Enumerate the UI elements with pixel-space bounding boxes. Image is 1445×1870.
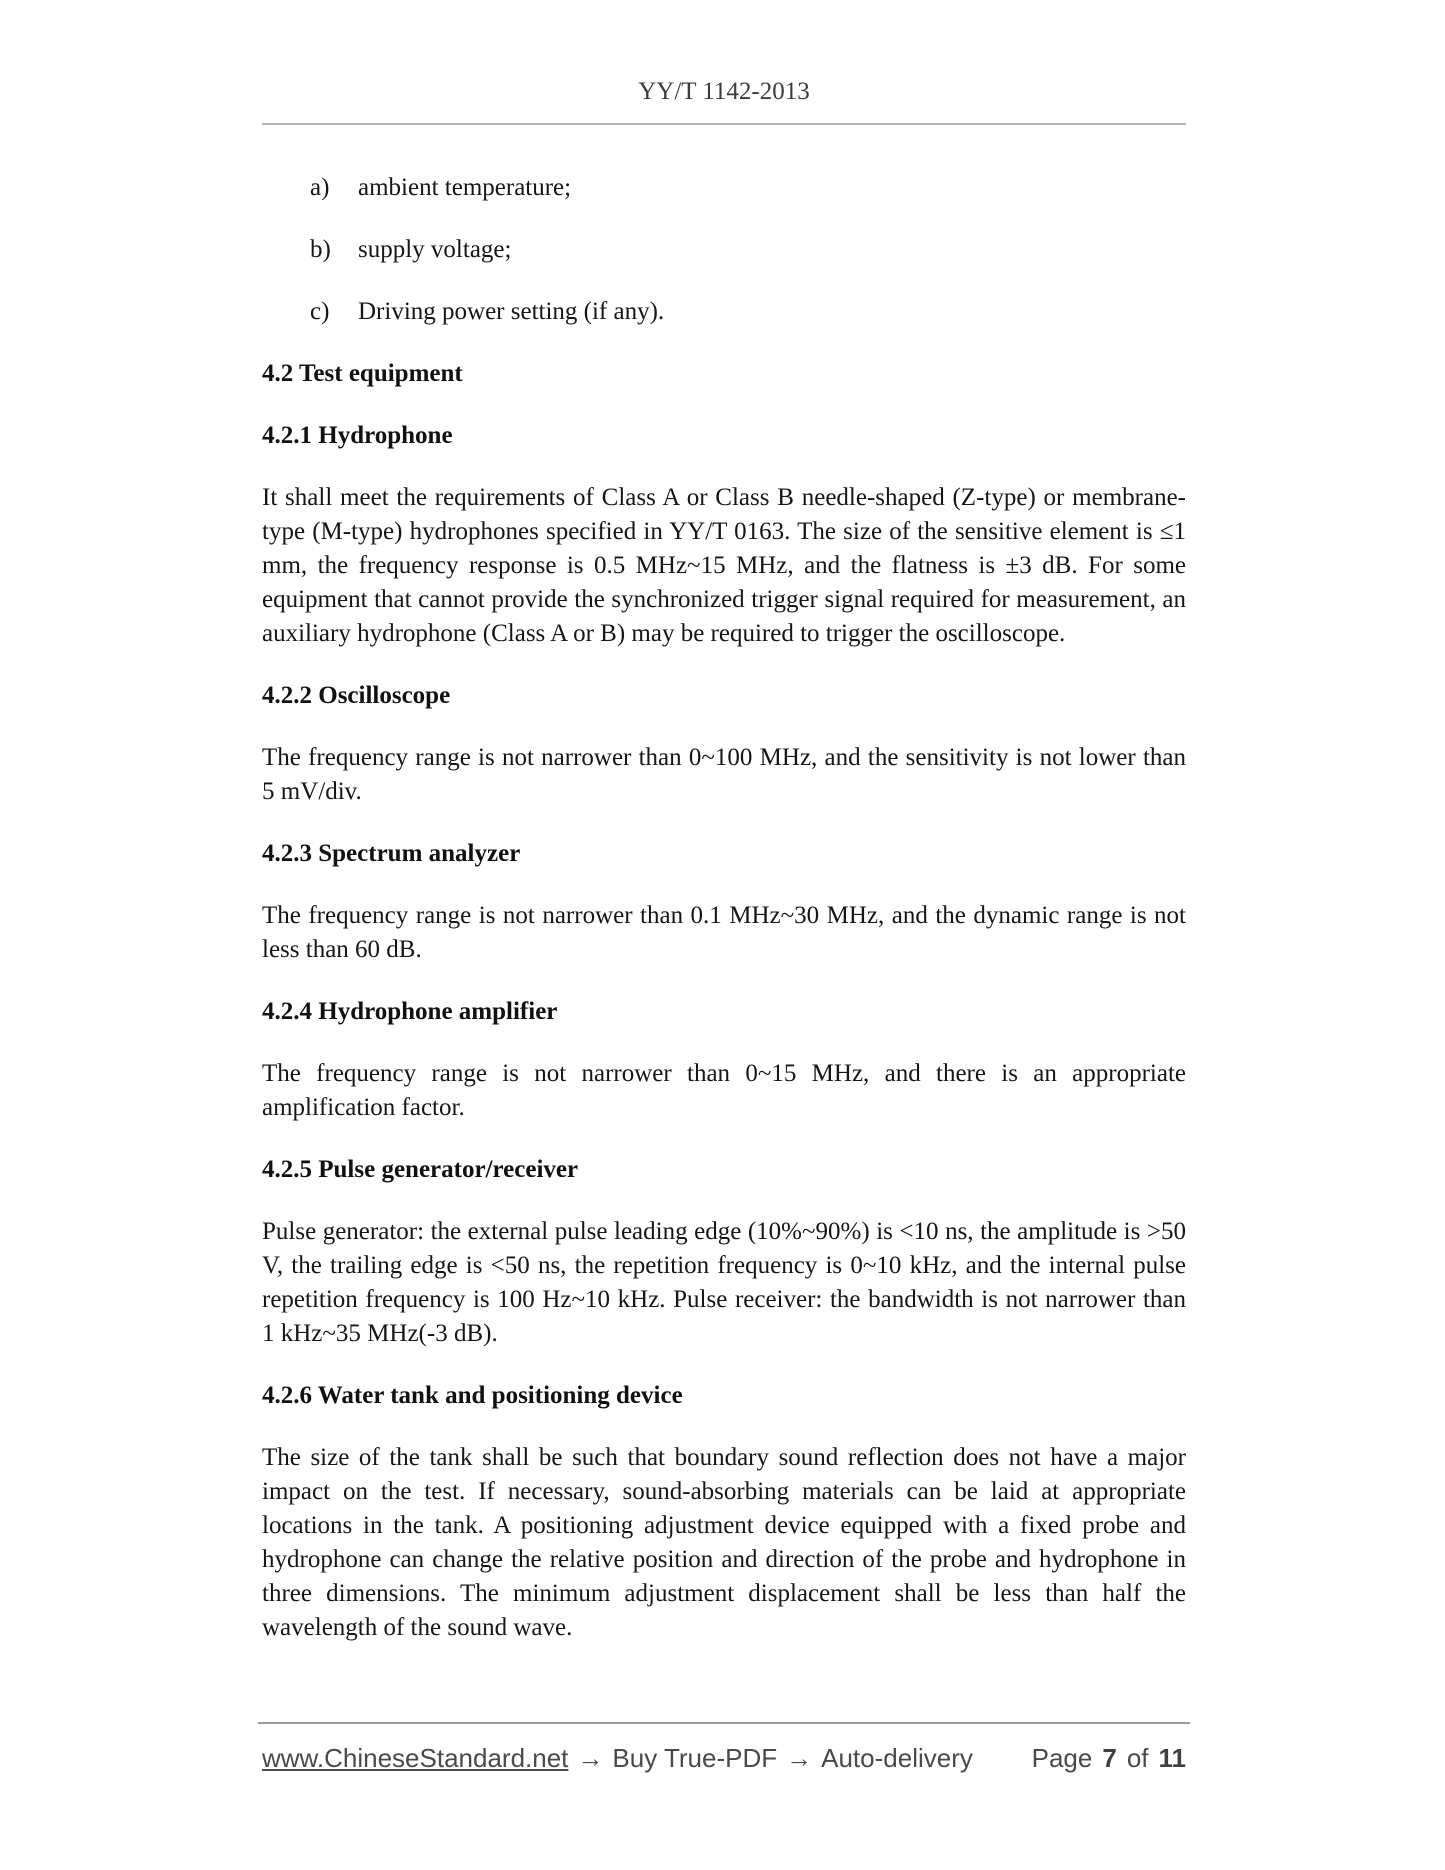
page-current-number: 7: [1102, 1743, 1117, 1773]
content-column: [262, 0, 1186, 1673]
arrow-icon: →: [786, 1743, 813, 1773]
paragraph-hydrophone: It shall meet the requirements of Class A or Class B needle-shaped (Z-type) or membrane-type (M-type) hydrophones specified in YY/T 0163. The size of the sensitive element is ≤1 mm, the frequency response is 0.5 MHz~15 MHz, and the flatness is ±3 dB. For some equipment that cannot provide the synchronized trigger signal required for measurement, an auxiliary hydrophone (Class A or B) may be required to trigger the oscilloscope.: [262, 484, 1186, 647]
list-item-text: supply voltage;: [358, 236, 512, 263]
list-marker: c): [310, 298, 330, 325]
footer-divider: [258, 1722, 1190, 1724]
paragraph-pulse-generator: Pulse generator: the external pulse leading edge (10%~90%) is <10 ns, the amplitude is >50 V, the trailing edge is <50 ns, the repetition frequency is 0~10 kHz, and the internal pulse repetition frequency is 100 Hz~10 kHz. Pulse receiver: the bandwidth is not narrower than 1 kHz~35 MHz(-3 dB).: [262, 1218, 1186, 1347]
footer-left-group: [262, 1742, 973, 1774]
document-code-header: YY/T 1142-2013: [638, 78, 810, 105]
section-heading-4-2-5: 4.2.5 Pulse generator/receiver: [262, 1156, 579, 1183]
section-heading-4-2: 4.2 Test equipment: [262, 360, 463, 387]
list-item: [262, 171, 1186, 205]
section-heading-4-2-3: 4.2.3 Spectrum analyzer: [262, 840, 521, 867]
list-item: [262, 233, 1186, 267]
section-heading-4-2-6: 4.2.6 Water tank and positioning device: [262, 1382, 683, 1409]
page-label: Page: [1031, 1743, 1093, 1773]
list-item: [262, 295, 1186, 329]
list-marker: b): [310, 236, 331, 263]
page-total-number: 11: [1158, 1743, 1186, 1773]
paragraph-hydrophone-amplifier: The frequency range is not narrower than 0~15 MHz, and there is an appropriate amplification factor.: [262, 1060, 1186, 1121]
page-footer: [262, 1742, 1186, 1774]
footer-buy-label: Buy True-PDF: [612, 1743, 778, 1773]
section-heading-4-2-4: 4.2.4 Hydrophone amplifier: [262, 998, 558, 1025]
lettered-list: [262, 171, 1186, 329]
list-marker: a): [310, 174, 330, 201]
section-heading-4-2-2: 4.2.2 Oscilloscope: [262, 682, 451, 709]
paragraph-water-tank: The size of the tank shall be such that boundary sound reflection does not have a major impact on the test. If necessary, sound-absorbing materials can be laid at appropriate locations in the tank. A positioning adjustment device equipped with a fixed probe and hydrophone can change the relative position and direction of the probe and hydrophone in three dimensions. The minimum adjustment displacement shall be less than half the wavelength of the sound wave.: [262, 1444, 1186, 1641]
header-divider: [262, 123, 1186, 125]
page-indicator: [1032, 1742, 1186, 1774]
footer-delivery-label: Auto-delivery: [821, 1743, 973, 1773]
paragraph-spectrum-analyzer: The frequency range is not narrower than 0.1 MHz~30 MHz, and the dynamic range is not less than 60 dB.: [262, 902, 1186, 963]
page-of-label: of: [1126, 1743, 1149, 1773]
paragraph-oscilloscope: The frequency range is not narrower than 0~100 MHz, and the sensitivity is not lower than 5 mV/div.: [262, 744, 1186, 805]
arrow-icon: →: [577, 1743, 604, 1773]
section-heading-4-2-1: 4.2.1 Hydrophone: [262, 422, 453, 449]
footer-website-link[interactable]: www.ChineseStandard.net: [262, 1743, 569, 1773]
list-item-text: ambient temperature;: [358, 174, 572, 201]
list-item-text: Driving power setting (if any).: [358, 298, 665, 325]
